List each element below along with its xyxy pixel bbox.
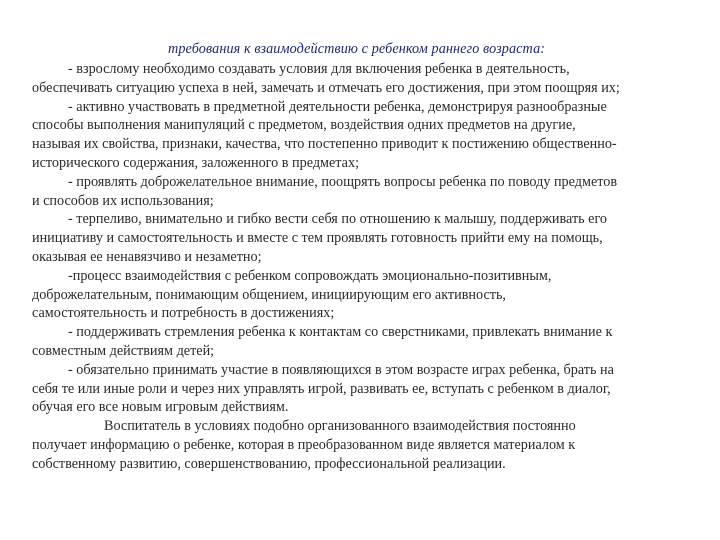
text-line: способы выполнения манипуляций с предметом, воздействия одних предметов на другие, [32,117,576,134]
text-line: - активно участвовать в предметной деятельности ребенка, демонстрируя разнообразные [68,98,607,115]
page-title: требования к взаимодействию с ребенком раннего возраста: [168,41,546,57]
text-line: самостоятельность и потребность в достижениях; [32,305,335,322]
text-line: совместным действиям детей; [32,342,215,359]
text-line: - взрослому необходимо создавать условия для включения ребенка в деятельность, [68,61,570,77]
text-line: - поддерживать стремления ребенка к контактам со сверстниками, привлекать внимание к [68,324,613,341]
body-text [32,60,702,474]
text-line: обучая его все новым игровым действиям. [32,399,289,416]
text-line: - обязательно принимать участие в появляющихся в этом возрасте играх ребенка, брать на [68,361,614,378]
text-line: - проявлять доброжелательное внимание, поощрять вопросы ребенка по поводу предметов [68,173,618,190]
text-line: собственному развитию, совершенствованию, профессиональной реализации. [32,455,506,472]
text-line: и способов их использования; [32,192,214,209]
text-line: инициативу и самостоятельность и вместе с тем проявлять готовность прийти ему на помощь, [32,230,603,247]
text-line: называя их свойства, признаки, качества, что постепенно приводит к постижению общественно- [32,136,617,153]
text-line: себя те или иные роли и через них управлять игрой, развивать ее, вступать с ребенком в диалог, [32,380,611,397]
text-line: доброжелательным, понимающим общением, инициирующим его активность, [32,286,506,303]
text-line: - терпеливо, внимательно и гибко вести себя по отношению к малышу, поддерживать его [68,211,608,228]
text-line: Воспитатель в условиях подобно организованного взаимодействия постоянно [104,418,576,435]
text-line: исторического содержания, заложенного в предметах; [32,154,360,171]
text-line: обеспечивать ситуацию успеха в ней, замечать и отмечать его достижения, при этом поощряя их; [32,79,620,96]
text-line: получает информацию о ребенке, которая в преобразованном виде является материалом к [32,436,576,453]
text-line: оказывая ее ненавязчиво и незаметно; [32,248,262,265]
text-line: -процесс взаимодействия с ребенком сопровождать эмоционально-позитивным, [68,267,552,284]
